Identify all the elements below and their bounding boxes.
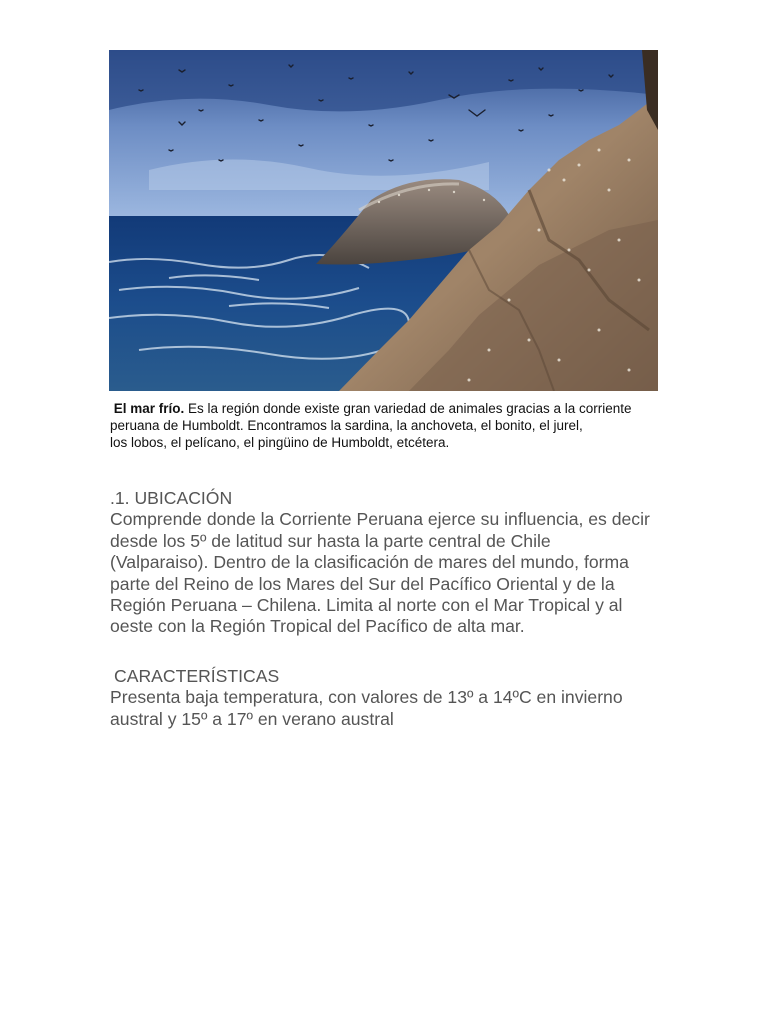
coastal-photo-graphic: [109, 50, 658, 391]
paragraph-line: parte del Reino de los Mares del Sur del Pacífico Oriental y de la: [110, 573, 615, 594]
paragraph-line: Región Peruana – Chilena. Limita al norte con el Mar Tropical y al: [110, 595, 623, 616]
caption-line-1-text: Es la región donde existe gran variedad de animales gracias a la corriente: [184, 401, 632, 416]
photo-caption: [110, 400, 670, 451]
caption-line-1: [110, 400, 670, 417]
caption-line-3: los lobos, el pelícano, el pingüino de Humboldt, etcétera.: [110, 435, 450, 450]
section-heading-ubicacion: .1. UBICACIÓN: [110, 488, 233, 508]
paragraph-line: Comprende donde la Corriente Peruana ejerce su influencia, es decir: [110, 509, 650, 530]
caption-bold-lead: El mar frío.: [113, 401, 185, 416]
coastal-photo: [109, 50, 658, 391]
section-heading-caracteristicas: CARACTERÍSTICAS: [114, 666, 280, 686]
paragraph-line: Presenta baja temperatura, con valores de 13º a 14ºC en invierno: [110, 687, 623, 708]
section-ubicacion: [110, 488, 690, 638]
caption-line-2: peruana de Humboldt. Encontramos la sardina, la anchoveta, el bonito, el jurel,: [110, 418, 583, 433]
paragraph-line: desde los 5º de latitud sur hasta la parte central de Chile: [110, 530, 551, 551]
paragraph-line: (Valparaiso). Dentro de la clasificación de mares del mundo, forma: [110, 552, 629, 573]
paragraph-line: oeste con la Región Tropical del Pacífico de alta mar.: [110, 616, 525, 637]
section-caracteristicas: [110, 666, 690, 730]
paragraph-line: austral y 15º a 17º en verano austral: [110, 708, 394, 729]
